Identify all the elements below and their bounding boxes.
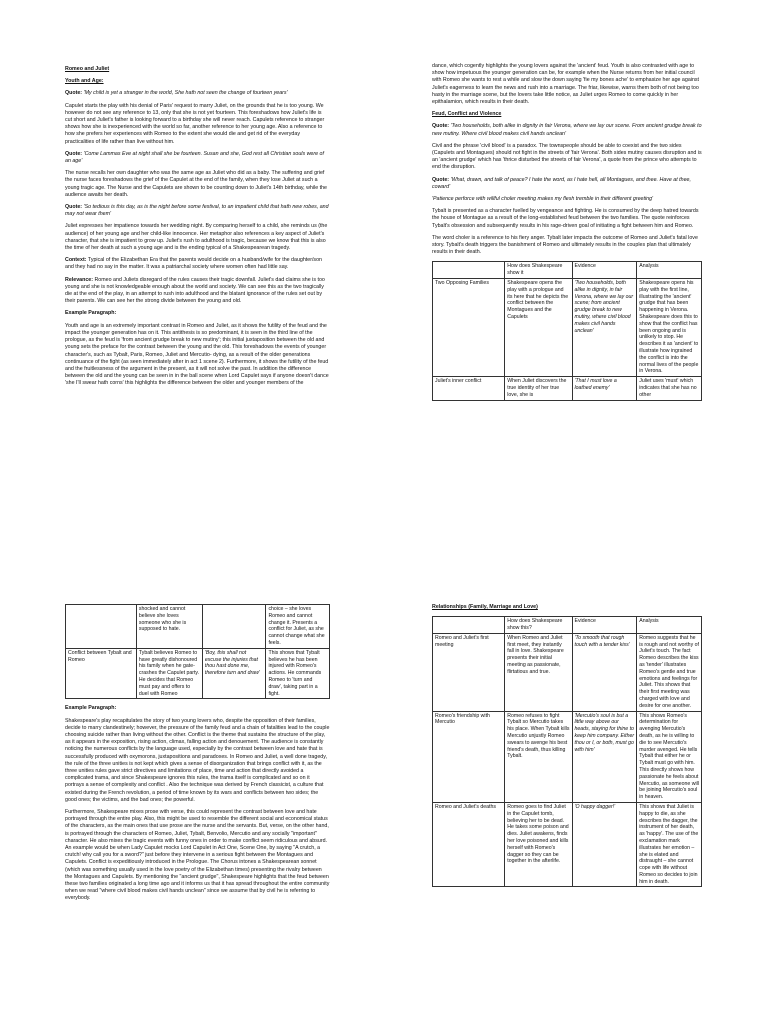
table-cell: When Juliet discovers the true identity of her true love, she is [505,377,572,400]
table-row [66,648,330,699]
relevance-label: Relevance: [65,276,93,283]
table-cell: Tybalt believes Romeo to have greatly dishonoured his family when he gate-crashes the Capulet party. He decides that Romeo must pay and offers to duel with Romeo [136,648,202,699]
table-cell: Romeo and Juliet's deaths [433,802,505,887]
table-cell [66,605,137,649]
section-heading-relationships: Relationships (Family, Marriage and Love) [432,604,538,610]
table-cell: Two Opposing Families [433,279,505,377]
table-cell-evidence: 'Boy, this shall not excuse the injuries that thou hast done me, therefore turn and draw' [202,648,266,699]
table-cell: Conflict between Tybalt and Romeo [66,648,137,699]
table-header-cell: Evidence [572,617,637,634]
paragraph: Civil and the phrase 'civil blood' is a paradox. The townspeople should be able to coexist and the two sides (Capulets and Montagues) should not fight in the streets of 'fair Verona'. Both sides mutiny causes disruption and is an 'ancient grudge' which has 'thrice disturbed the streets of fair Verona', a quote from the prince who attempts to end the disruption. [432,142,702,171]
table-row [433,633,702,711]
page-1-content [65,66,330,393]
paragraph: The word choler is a reference to his fiery anger. Tybalt later impacts the outcome of Romeo and Juliet's fatal love story. Tybalt's death triggers the banishment of Romeo and ultimately results in the couples plan that ultimately results in their death. [432,234,698,256]
analysis-table-continued [65,604,330,699]
table-cell: Juliet uses 'must' which indicates that she has no other [637,377,702,400]
quote-1 [65,90,330,97]
quote-3 [65,204,330,218]
table-cell: Romeo's friendship with Mercutio [433,711,505,802]
quote-label: Quote: [65,90,83,97]
table-header-cell [433,262,505,279]
table-cell: Shakespeare opens his play with the first line, illustrating the 'ancient' grudge that has been happening in Verona. Shakespeare does this to show that the conflict has been ongoing and is unlikely to stop. He describes it as 'ancient' to illustrate how ingrained the conflict is into the normal lives of the people in Verona. [637,279,702,377]
table-row [66,605,330,649]
context-paragraph [65,257,330,271]
quote-text: 'My child is yet a stranger in the world, She hath not seen the change of fourteen years' [83,90,288,97]
table-cell: shocked and cannot believe she loves someone who she is supposed to hate. [136,605,202,649]
quote-label: Quote: [432,176,450,183]
paragraph: Juliet expresses her impatience towards her wedding night. By comparing herself to a child, she reminds us (the audience) of her young age and her child-like innocence. Her metaphor also references a key aspect of Juliet's character, that she is impatient to grow up. Juliet's rush to adulthood is tragic, because we know that this is also the time of her death at such a young age and is the ending typical of a Shakespearean tragedy. [65,223,328,252]
table-cell-evidence: 'Mercutio's soul is but a little way above our heads, staying for thine to keep him company. Either thou or I, or both, must go with him' [572,711,637,802]
table-header-cell: Analysis [637,262,702,279]
page-2-content [432,63,702,407]
table-cell: Romeo and Juliet's first meeting [433,633,505,711]
example-paragraph: Youth and age is an extremely important contrast in Romeo and Juliet, as it shows the futility of the feud and the impact the younger generation has on it. This antithesis is so predominant, it is seen in the third line of the prologue, as the feud is 'from ancient grudge break to new mutiny'; this initial juxtaposition between the old and young sets the preface for the contrast between the young and the old. This foreshadows the events of younger character's, such as Tybalt, Paris, Romeo, Juliet and Mercutio- dying, as a result of the older generations continuance of the fight (as seen immediately after in act 1 scene 2). Furthermore, it shows the futility of the feud and the fruitlessness of the argument in the present, as it will not solve the past. In addition the difference between the old and the young can be seen in in the ball scene when Lord Capulet says if anyone doesn't dance 'she I'll swear hath corns' this highlights the difference between the older and younger members of the [65,322,329,387]
page-4-content [432,604,702,893]
document-title: Romeo and Juliet [65,66,110,72]
table-cell: Romeo goes to find Juliet in the Capulet tomb, believing her to be dead. He takes some poison and dies. Juliet awakens, finds her love poisoned and kills herself with Romeo's dagger so they can be together in the afterlife. [505,802,572,887]
quote-text: 'What, drawn, and talk of peace? I hate the word, as I hate hell, all Montagues, and thee. Have at thee, coward' [432,176,691,190]
quote-text: 'Patience perforce with willful choler meeting makes my flesh tremble in their different greeting' [432,196,654,203]
table-header-row [433,262,702,279]
table-row [433,377,702,400]
relationships-table [432,616,702,887]
table-cell-evidence [202,605,266,649]
paragraph: The nurse recalls her own daughter who was the same age as Juliet who did as a baby. The suffering and grief the nurse faces foreshadows the grief of the Capulet at the end of the family, when they lose Juliet at such a young tragic age. The Nurse and the Capulets are shown to be counting down to Juliet's 14th birthday, while the audience awaits her death. [65,170,327,198]
table-cell: Romeo refuses to fight Tybalt so Mercutio takes his place. When Tybalt kills Mercutio unjustly Romeo swears to avenge his best friend's death, thus killing Tybalt. [505,711,572,802]
paragraph: Furthermore, Shakespeare mixes prose with verse, this could represent the contrast between love and hate portrayed through the entire play. Also, this might be used to resemble the different social and economical status of the characters, as the main ones that use prose are the nurse and the servants. But, verse, on the other hand, is portrayed through the characters of Romeo, Juliet, Tybalt, Benvolio, Mercutio and any socially "important" character. He also mixes the tragic events with funny ones in order to make conflict seem ridiculous and absurd. An example would be when Lady Capulet mocks Lord Capulet in Act One, Scene One, by saying "A crutch, a crutch! why call you for a sword?" just before they intervene in a serious fight between the Montagues and Capulets. Conflict is expeditiously introduced in the Prologue. The Chorus intones a Shakespearean sonnet (which was something usually used in the love poetry of the Elizabethan times) presenting the rivalry between the Montagues and Capulets. By mentioning the "ancient grudge", Shakespeare highlights that the feud between these two families originated a long time ago and it informs us that it has spread throughout the entire community when we read "where civil blood makes civil hands unclean" since we assume that by civil he is referring to everybody. [65,809,330,902]
quote-label: Quote: [432,123,450,130]
document-page-2 [384,0,768,512]
table-cell-evidence: 'To smooth that rough touch with a tender kiss' [572,633,637,711]
context-label: Context: [65,257,87,264]
quote-1 [432,123,702,137]
table-cell: This shows that Tybalt believes he has been injured with Romeo's actions. He commands Romeo to 'turn and draw', taking part in a fight. [266,648,330,699]
document-page-4 [384,512,768,1024]
table-header-cell: How does Shakespeare show this? [505,617,572,634]
table-cell: choice – she loves Romeo and cannot change it. Presents a conflict for Juliet, as she cannot change what she feels. [266,605,330,649]
quote-2 [432,177,702,191]
table-header-cell [433,617,505,634]
quote-label: Quote: [65,150,83,157]
quote-3 [432,196,702,203]
quote-text: 'Two households, both alike in dignity in fair Verona, where we lay our scene. From ancient grudge break to new mutiny. Where civil blood makes civil hands unclean' [432,123,702,137]
table-header-cell: How does Shakespeare show it [505,262,572,279]
table-cell: When Romeo and Juliet first meet, they instantly fall in love. Shakespeare presents their initial meeting as passionate, flirtatious and true. [505,633,572,711]
relevance-paragraph [65,277,330,306]
quote-text: 'So tedious is this day, as is the night before some festival, to an impatient child that hath new robes, and may not wear them' [65,204,329,218]
table-cell: Romeo suggests that he is rough and not worthy of Juliet's touch. The fact Romeo describes the kiss as 'tender' illustrates Romeo's gentle and true emotions and feelings for Juliet. This shows that their first meeting was charged with love and desire for one another. [637,633,702,711]
table-header-row [433,617,702,634]
table-header-cell: Analysis [637,617,702,634]
example-paragraph-heading: Example Paragraph: [65,705,117,712]
paragraph: Tybalt is presented as a character fuelled by vengeance and fighting. He is consumed by the deep hatred towards the house of Montague as a result of the long-established feud between the two families. The quote reinforces Tybalt's obsession and subsequently results in his rage-driven goal of initiating a fight between him and Romeo. [432,208,699,229]
table-row [433,279,702,377]
paragraph: dance, which cogently highlights the young lovers against the 'ancient' feud. Youth is also contrasted with age to show how impetuous the younger generation can be, for example when the Nurse returns from her initial council with Romeo she wants to rest a while and slow the down saying 'fie my bones ache' to emphasize her age against Juliet's eagerness to learn the news and rush into a marriage. The friar, likewise, warns them both of not being too hasty in the marriage scene, but the lovers take little notice, as Juliet urges Romeo to come quickly in her epithalamion, which results in their death. [432,63,700,106]
table-cell: This shows that Juliet is happy to die, as she describes the dagger, the instrument of her death, as 'happy'. The use of the exclamation mark illustrates her emotion – she is elated and distraught – she cannot cope with life without Romeo so decides to join him in death. [637,802,702,887]
table-header-cell: Evidence [572,262,637,279]
quote-text: 'Come Lammas Eve at night shall she be fourteen. Susan and she, God rest all Christian souls were of an age' [65,150,324,165]
document-page-1 [0,0,384,512]
quote-label: Quote: [65,204,83,211]
table-cell-evidence: 'Two households, both alike in dignity, in fair Verona, where we lay our scene; from ancient grudge break to new mutiny, where civil blood makes civil hands unclean' [572,279,637,377]
relevance-text: Romeo and Juliets disregard of the rules causes their tragic downfall. Juliet's dad claims she is too young and she is not knowledgeable enough about the world and society. We can see this as the two tragically die at the end of the play, in an attempt to rush into adulthood and the blatant ignorance of the rules set out by their parents. We can see her the strong divide between the young and old. [65,276,325,305]
example-paragraph-heading: Example Paragraph: [65,310,117,317]
page-3-content [65,604,330,908]
table-cell: Shakespeare opens the play with a prologue and its here that he depicts the conflict between the Montagues and the Capulets [505,279,572,377]
paragraph: Capulet starts the play with his denial of Paris' request to marry Juliet, on the grounds that he is too young. We however do not see any reference to 13, only that she is not yet fourteen. This foreshadows how Juliet's life is cut short and Juliet's father is looking forward to a birthday she will never reach. Capulets reference to stranger shows how she is inexperienced with the world so far, another reference to her young age. Also a reference to how she prefers her experiences with Romeo to the extent she would die and get rid of the everyday practicalities of life rather than live without him. [65,102,325,145]
paragraph: Shakespeare's play recapitulates the story of two young lovers who, despite the opposition of their families, decide to marry clandestinely; however, the pressure of the family feud and a chain of fatalities lead to the couple choosing suicide rather than living without the other. Conflict is the theme that sustains the structure of the play, as it appears in the exposition, rising action, climax, falling action and denouement. The audience is constantly noticing the numerous conflicts by the language used, especially by the contrast between love and hate that is successfully produced with oxymorons, juxtapositions and paradoxes. In Romeo and Juliet, a well done tragedy, the rule of the three unities is not kept which gives a sense of disorganization that brings conflict with it, as the three unities rules gave strict directives and limitations of place, time and action that directly avoided a complicated trama, and since Shakespeare ignores this rules, the trama itself is complicated and so on it portrays a sense of complexity and conflict . Also the technique was derived by French classicist, a culture that existed during the French revolution, a period of time known by its wars and conflicts between two sides; the good ones; the victims, and the bad ones; the powerful. [65,717,330,803]
table-row [433,711,702,802]
analysis-table [432,261,702,400]
table-row [433,802,702,887]
table-cell-evidence: 'That I must love a loathed enemy' [572,377,637,400]
context-text: Typical of the Elizabethan Era that the parents would decide on a husband/wife for the daughter/son and they had no say in the matter. It was a patriarchal society where women often had little say. [65,257,322,271]
table-cell: This shows Romeo's determination for avenging Mercutio's death, as he is willing to die to see Mercutio's murder avenged. He tells Tybalt that either he or Tybalt must go with him. This directly shows how passionate he feels about Mercutio, as someone will be joining Mercutio's soul in heaven. [637,711,702,802]
document-page-3 [0,512,384,1024]
table-cell: Juliet's inner conflict [433,377,505,400]
section-heading-youth-and-age: Youth and Age: [65,78,104,85]
table-cell-evidence: 'O happy dagger!' [572,802,637,887]
section-heading-feud: Feud, Conflict and Violence [432,111,502,118]
quote-2 [65,151,330,165]
